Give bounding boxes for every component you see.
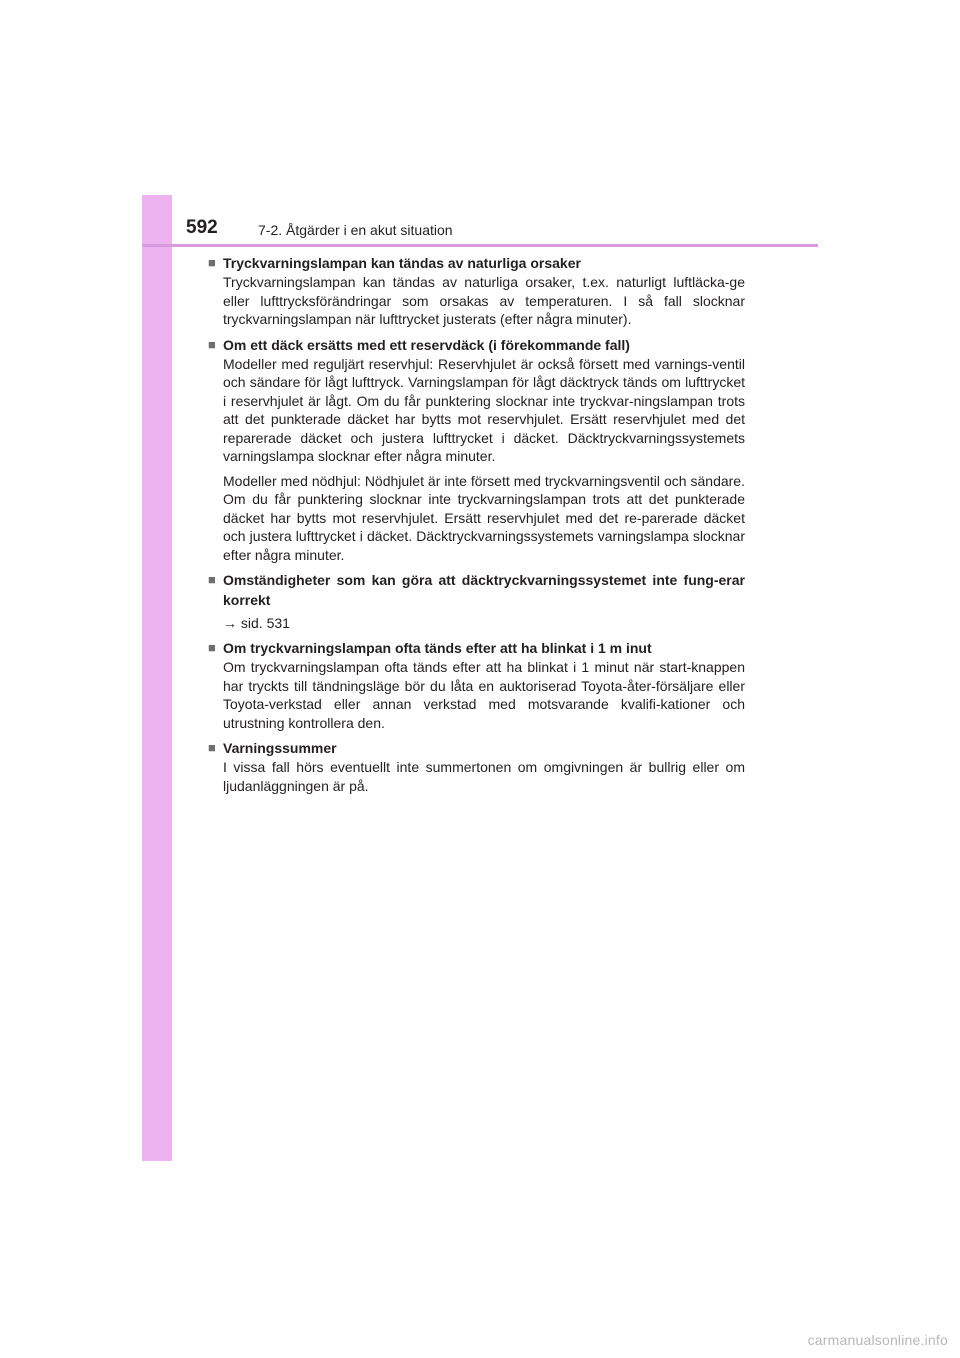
square-bullet-icon: ■	[208, 640, 216, 655]
item-heading	[208, 253, 745, 273]
item-spare-tire	[208, 335, 745, 565]
item-title: Om ett däck ersätts med ett reservdäck (i förekommande fall)	[223, 336, 630, 353]
item-paragraph: Modeller med reguljärt reservhjul: Reservhjulet är också försett med varnings-ventil och sändare för lågt lufttryck. Varningslampan för lågt däcktryck tänds om lufttrycket i reservhjulet är lågt. Om du får punktering slocknar inte tryckvar-ningslampan trots att det punkterade däcket har bytts mot reservhjulet. Ersätt reservhjulet med det reparerade däcket och justera lufttrycket i däcket. Däcktryckvarningssystemets varningslampa slocknar efter några minuter.	[223, 355, 745, 464]
item-natural-causes	[208, 253, 745, 329]
side-tab	[142, 195, 172, 1161]
item-paragraph: Om tryckvarningslampan ofta tänds efter att ha blinkat i 1 minut när start-knappen har tryckts till tändningsläge bör du låta en auktoriserad Toyota-åter-försäljare eller Toyota-verkstad eller annan verkstad med motsvarande kvalifi-kationer och utrustning kontrollera den.	[223, 659, 745, 731]
item-lamp-blinking	[208, 638, 745, 732]
header-rule	[142, 244, 818, 247]
square-bullet-icon: ■	[208, 255, 216, 270]
item-title: Omständigheter som kan göra att däcktryckvarningssystemet inte fung-erar korrekt	[223, 572, 745, 608]
square-bullet-icon: ■	[208, 740, 216, 755]
item-heading	[208, 335, 745, 355]
item-paragraph: Tryckvarningslampan kan tändas av naturliga orsaker, t.ex. naturligt luftläcka-ge eller lufttrycksförändringar som orsakas av temperaturen. I så fall slocknar tryckvarningslampan när lufttrycket justerats (efter några minuter).	[223, 274, 745, 327]
page-reference-link[interactable]: → sid. 531	[223, 615, 290, 631]
page-content	[208, 253, 745, 801]
item-warning-buzzer	[208, 738, 745, 795]
square-bullet-icon: ■	[208, 336, 216, 352]
item-paragraph: Modeller med nödhjul: Nödhjulet är inte försett med tryckvarningsventil och sändare. Om du får punktering slocknar inte tryckvarningslampan trots att det punkterade däcket har bytts mot reservhjulet. Ersätt reservhjulet med det re-parerade däcket och justera lufttrycket i däcket. Däcktryckvarningssystemets varningslampa slocknar efter några minuter.	[223, 472, 745, 563]
item-heading	[208, 638, 745, 658]
item-paragraph: I vissa fall hörs eventuellt inte summertonen om omgivningen är bullrig eller om ljudanläggningen är på.	[223, 759, 745, 794]
page-number: 592	[186, 217, 218, 238]
section-title: 7-2. Åtgärder i en akut situation	[258, 222, 453, 238]
item-title: Varningssummer	[223, 740, 337, 756]
item-title: Tryckvarningslampan kan tändas av naturliga orsaker	[223, 255, 581, 271]
watermark: carmanualsonline.info	[807, 1332, 948, 1348]
square-bullet-icon: ■	[208, 572, 216, 587]
item-heading	[208, 570, 745, 610]
item-malfunction-conditions	[208, 570, 745, 632]
item-heading	[208, 738, 745, 758]
item-title: Om tryckvarningslampan ofta tänds efter att ha blinkat i 1 m inut	[223, 640, 652, 656]
